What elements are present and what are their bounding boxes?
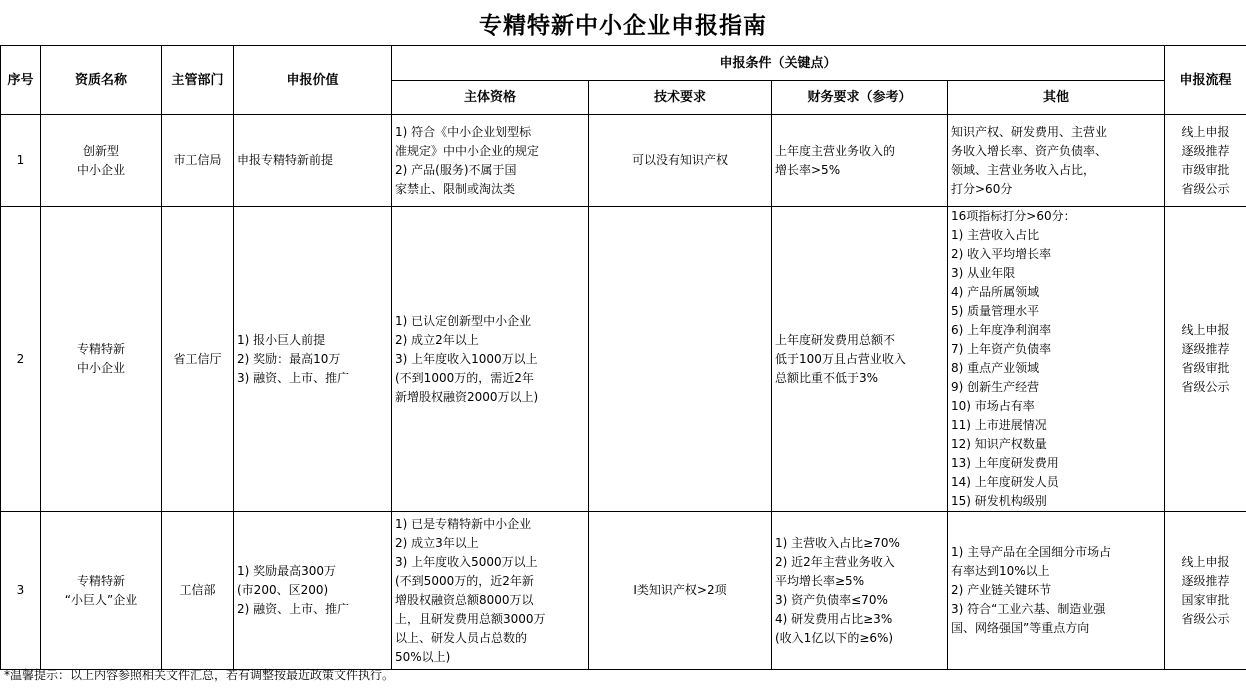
- cell-line: 1) 奖励最高300万: [237, 564, 337, 578]
- cell-line: 2) 近2年主营业务收入: [775, 554, 895, 569]
- header-entity: 主体资格: [392, 81, 589, 115]
- cell-line: (市200、区200): [237, 583, 329, 597]
- cell-line: 增股权融资总额8000万以: [395, 592, 534, 607]
- cell-line: 上，且研发费用总额3000万: [395, 611, 546, 626]
- cell-line: 3) 上年度收入1000万以上: [395, 351, 538, 366]
- cell-line: 线上申报: [1181, 124, 1230, 139]
- cell-line: 3) 从业年限: [951, 266, 1016, 280]
- header-value: 申报价值: [234, 46, 392, 115]
- cell-value: [234, 115, 392, 207]
- cell-line: 国、网络强国”等重点方向: [951, 621, 1090, 635]
- cell-line: 省级审批: [1181, 361, 1230, 375]
- cell-tech: [589, 207, 772, 512]
- cell-line: 15) 研发机构级别: [951, 494, 1047, 508]
- cell-line: 专精特新: [76, 342, 125, 356]
- header-finance: 财务要求（参考）: [772, 81, 948, 115]
- cell-name: [41, 207, 162, 512]
- table-row: [1, 512, 1246, 670]
- cell-line: 家禁止、限制或淘汰类: [395, 181, 516, 196]
- cell-line: 5) 质量管理水平: [951, 304, 1040, 318]
- cell-line: 市级审批: [1181, 162, 1230, 177]
- cell-line: 50%以上): [395, 649, 451, 664]
- cell-line: 申报专精特新前提: [237, 153, 334, 167]
- cell-line: 1) 已认定创新型中小企业: [395, 313, 532, 328]
- cell-line: 2) 融资、上市、推广: [237, 602, 350, 616]
- cell-finance: [772, 512, 948, 670]
- cell-line: 逐级推荐: [1181, 143, 1230, 158]
- cell-dept: 工信部: [162, 512, 234, 670]
- cell-line: 增长率>5%: [775, 162, 841, 177]
- cell-line: 4) 研发费用占比≥3%: [775, 611, 893, 626]
- cell-line: 1) 主导产品在全国细分市场占: [951, 545, 1112, 559]
- footer-note: *温馨提示：以上内容参照相关文件汇总，若有调整按最近政策文件执行。: [4, 668, 395, 682]
- cell-line: 省级公示: [1181, 380, 1230, 394]
- cell-dept: 省工信厅: [162, 207, 234, 512]
- cell-line: 2) 成立3年以上: [395, 535, 479, 550]
- header-other: 其他: [948, 81, 1165, 115]
- cell-line: 8) 重点产业领域: [951, 361, 1040, 375]
- cell-line: 以上、研发人员占总数的: [395, 630, 528, 645]
- cell-line: 16项指标打分>60分：: [951, 209, 1076, 223]
- cell-line: 上年度研发费用总额不: [775, 332, 896, 347]
- cell-finance: [772, 207, 948, 512]
- cell-seq: 3: [1, 512, 41, 670]
- cell-value: [234, 207, 392, 512]
- cell-entity: [392, 207, 589, 512]
- cell-finance: [772, 115, 948, 207]
- cell-value: [234, 512, 392, 670]
- header-conditions: 申报条件（关键点）: [392, 46, 1165, 81]
- cell-process: [1165, 512, 1246, 670]
- cell-tech: 可以没有知识产权: [589, 115, 772, 207]
- cell-line: 专精特新: [76, 573, 125, 588]
- cell-line: 准规定》中中小企业的规定: [395, 143, 540, 158]
- cell-line: 3) 符合“工业六基、制造业强: [951, 602, 1106, 616]
- cell-line: 3) 资产负债率≤70%: [775, 592, 888, 607]
- table-row: [1, 207, 1246, 512]
- cell-line: 国家审批: [1181, 592, 1230, 607]
- table-row: [1, 115, 1246, 207]
- cell-entity: [392, 512, 589, 670]
- cell-process: [1165, 115, 1246, 207]
- cell-line: 平均增长率≥5%: [775, 573, 865, 588]
- cell-line: 11) 上市进展情况: [951, 418, 1047, 432]
- header-tech: 技术要求: [589, 81, 772, 115]
- cell-line: (不到1000万的，需近2年: [395, 370, 534, 385]
- header-seq: 序号: [1, 46, 41, 115]
- header-row-1: [1, 46, 1246, 81]
- cell-other: [948, 207, 1165, 512]
- cell-line: 1) 符合《中小企业划型标: [395, 124, 532, 139]
- cell-line: 1) 主营收入占比≥70%: [775, 535, 900, 550]
- cell-line: 省级公示: [1181, 611, 1230, 626]
- cell-name: [41, 115, 162, 207]
- cell-line: “小巨人”企业: [64, 592, 138, 607]
- cell-line: 1) 报小巨人前提: [237, 332, 326, 347]
- cell-line: 线上申报: [1181, 323, 1230, 337]
- cell-dept: 市工信局: [162, 115, 234, 207]
- cell-line: 领域、主营业务收入占比，: [951, 162, 1096, 177]
- cell-entity: [392, 115, 589, 207]
- cell-line: 总额比重不低于3%: [775, 370, 879, 385]
- cell-line: 14) 上年度研发人员: [951, 475, 1059, 489]
- page-title: 专精特新中小企业申报指南: [479, 12, 767, 39]
- cell-line: 打分>60分: [951, 181, 1013, 196]
- cell-process: [1165, 207, 1246, 512]
- cell-line: 2) 奖励：最高10万: [237, 351, 341, 366]
- cell-line: 省级公示: [1181, 181, 1230, 196]
- cell-line: 务收入增长率、资产负债率、: [951, 143, 1108, 158]
- cell-line: 2) 成立2年以上: [395, 332, 479, 347]
- cell-line: 中小企业: [76, 162, 125, 177]
- cell-line: 13) 上年度研发费用: [951, 456, 1059, 470]
- cell-line: (收入1亿以下的≥6%): [775, 630, 894, 645]
- cell-line: 6) 上年度净利润率: [951, 323, 1052, 337]
- cell-seq: 1: [1, 115, 41, 207]
- cell-line: 2) 产业链关键环节: [951, 583, 1052, 597]
- cell-line: 逐级推荐: [1181, 573, 1230, 588]
- guide-table: [0, 45, 1246, 670]
- cell-line: 3) 融资、上市、推广: [237, 370, 350, 385]
- cell-seq: 2: [1, 207, 41, 512]
- cell-name: [41, 512, 162, 670]
- header-dept: 主管部门: [162, 46, 234, 115]
- cell-line: 9) 创新生产经营: [951, 380, 1040, 394]
- cell-other: [948, 512, 1165, 670]
- cell-line: 线上申报: [1181, 554, 1230, 569]
- cell-line: 低于100万且占营业收入: [775, 351, 906, 366]
- cell-other: [948, 115, 1165, 207]
- cell-line: 2) 产品(服务)不属于国: [395, 162, 517, 177]
- cell-line: 2) 收入平均增长率: [951, 247, 1052, 261]
- header-process: 申报流程: [1165, 46, 1246, 115]
- cell-line: 7) 上年资产负债率: [951, 342, 1052, 356]
- cell-line: (不到5000万的，近2年新: [395, 573, 534, 588]
- cell-line: 知识产权、研发费用、主营业: [951, 124, 1108, 139]
- cell-line: 12) 知识产权数量: [951, 437, 1047, 451]
- cell-line: 创新型: [82, 143, 119, 158]
- cell-line: 4) 产品所属领域: [951, 285, 1040, 299]
- cell-line: 上年度主营业务收入的: [775, 143, 896, 158]
- cell-line: 有率达到10%以上: [951, 564, 1050, 578]
- cell-line: 逐级推荐: [1181, 342, 1230, 356]
- cell-line: 新增股权融资2000万以上): [395, 389, 539, 404]
- header-name: 资质名称: [41, 46, 162, 115]
- cell-line: 3) 上年度收入5000万以上: [395, 554, 538, 569]
- cell-line: 10) 市场占有率: [951, 399, 1035, 413]
- cell-line: 1) 主营收入占比: [951, 228, 1040, 242]
- cell-line: 1) 已是专精特新中小企业: [395, 516, 532, 531]
- cell-tech: I类知识产权>2项: [589, 512, 772, 670]
- cell-line: 中小企业: [76, 361, 125, 375]
